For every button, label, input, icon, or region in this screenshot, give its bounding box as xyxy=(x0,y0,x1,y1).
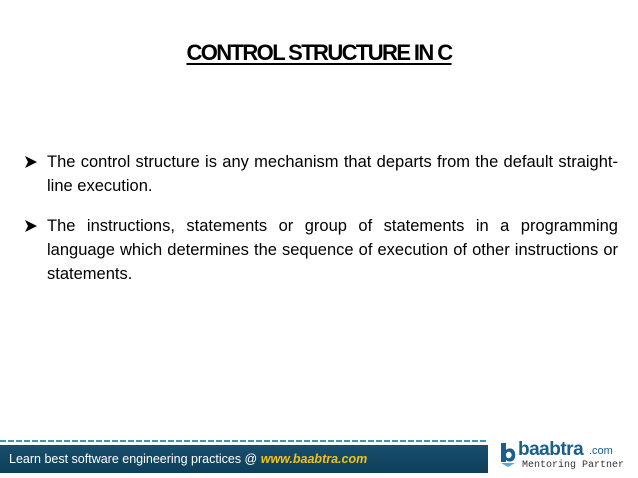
bullet-list xyxy=(20,150,618,302)
footer-divider xyxy=(0,440,488,442)
arrow-bullet-icon xyxy=(23,150,41,174)
bullet-text: The control structure is any mechanism that departs from the default straight-line execution. xyxy=(47,153,618,195)
bullet-text: The instructions, statements or group of statements in a programming language which determines the sequence of execution of other instructions or statements. xyxy=(47,217,618,283)
baabtra-logo[interactable] xyxy=(494,436,638,478)
baabtra-logo-icon xyxy=(498,441,518,467)
logo-tagline: Mentoring Partner xyxy=(522,460,625,471)
footer-bar xyxy=(0,445,488,473)
slide-title: CONTROL STRUCTURE IN C xyxy=(186,40,452,65)
logo-wordmark: baabtra xyxy=(518,439,584,460)
arrow-bullet-icon xyxy=(23,214,41,238)
bullet-item xyxy=(20,214,618,286)
footer-link[interactable]: www.baabtra.com xyxy=(260,452,368,466)
footer-prefix: Learn best software engineering practices @ xyxy=(9,452,261,466)
logo-domain: .com xyxy=(589,445,613,457)
footer-text xyxy=(9,452,367,466)
bullet-item xyxy=(20,150,618,198)
